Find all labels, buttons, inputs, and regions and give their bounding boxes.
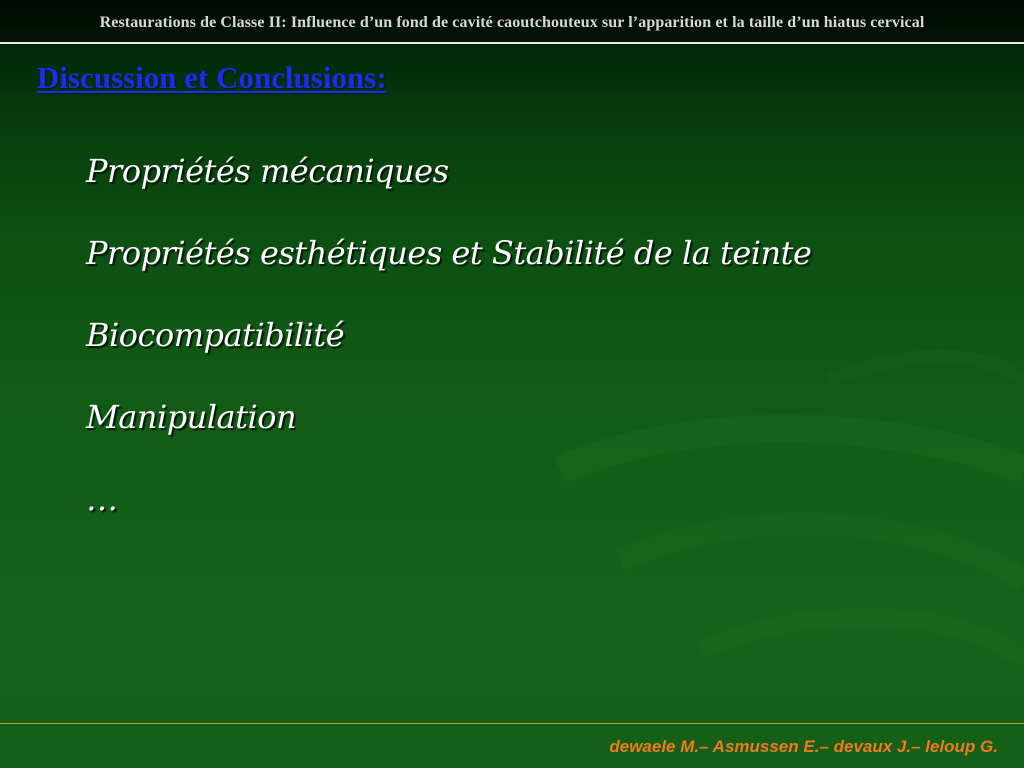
list-item: Manipulation <box>86 398 297 436</box>
list-item: Propriétés mécaniques <box>86 152 449 190</box>
list-item: Propriétés esthétiques et Stabilité de la teinte <box>86 234 812 272</box>
footer-authors: dewaele M.– Asmussen E.– devaux J.– leloup G. <box>609 737 998 756</box>
footer-divider <box>0 723 1024 724</box>
list-item: Biocompatibilité <box>86 316 345 354</box>
list-item: … <box>86 480 118 518</box>
bullet-list <box>86 148 811 558</box>
slide-header <box>0 0 1024 42</box>
presentation-title: Restaurations de Classe II: Influence d’un fond de cavité caoutchouteux sur l’apparition et la taille d’un hiatus cervical <box>99 14 925 31</box>
section-title[interactable]: Discussion et Conclusions: <box>37 60 387 95</box>
header-divider <box>0 42 1024 44</box>
